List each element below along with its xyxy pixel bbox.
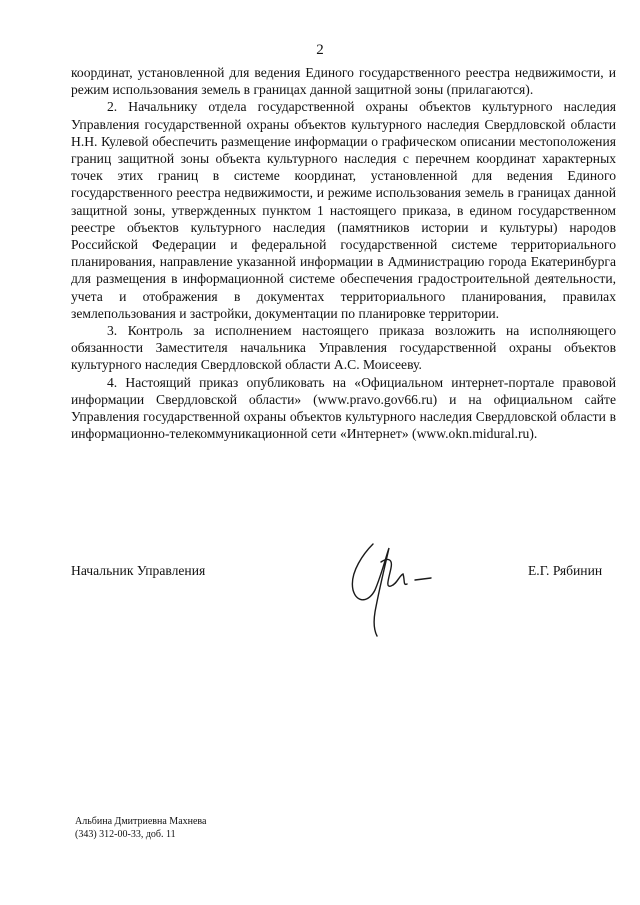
paragraph-4: 4. Настоящий приказ опубликовать на «Официальном интернет-портале правовой информации Свердловской области» (www.pravo.gov66.ru) и на официальном сайте Управления государственной охраны объектов культурного наследия Свердловской области в информационно-телекоммуникационной сети «Интернет» (www.okn.midural.ru). xyxy=(71,374,616,442)
executor-info xyxy=(75,815,206,841)
signatory-name: Е.Г. Рябинин xyxy=(528,563,603,578)
paragraph-1-continuation: координат, установленной для ведения Единого государственного реестра недвижимости, и режим использования земель в границах данной защитной зоны (прилагаются). xyxy=(71,65,616,98)
handwritten-signature xyxy=(335,532,455,642)
paragraph-2: 2. Начальнику отдела государственной охраны объектов культурного наследия Управления государственной охраны объектов культурного наследия Свердловской области Н.Н. Кулевой обеспечить размещение информации о графическом описании местоположения границ защитной зоны объекта культурного наследия с перечнем координат характерных точек этих границ в системе координат, установленной для ведения Единого государственного реестра недвижимости, и режиме использования земель в границах данной защитной зоны, утвержденных пунктом 1 настоящего приказа, в едином государственном реестре объектов культурного наследия (памятников истории и культуры) народов Российской Федерации и федеральной государственной системе территориального планирования, направление указанной информации в Администрацию города Екатеринбурга для размещения в информационной системе обеспечения градостроительной деятельности, учета и отображения в документах территориального планирования, правилах землепользования и застройки, документации по планировке территории. xyxy=(71,99,616,321)
executor-phone: (343) 312-00-33, доб. 11 xyxy=(75,829,176,840)
document-body xyxy=(71,64,616,442)
signatory-position: Начальник Управления xyxy=(71,563,206,578)
page-number: 2 xyxy=(316,42,324,58)
executor-name: Альбина Дмитриевна Махнева xyxy=(75,816,207,827)
paragraph-3: 3. Контроль за исполнением настоящего приказа возложить на исполняющего обязанности Заместителя начальника Управления государственной охраны объектов культурного наследия Свердловской области А.С. Моисееву. xyxy=(71,323,616,373)
